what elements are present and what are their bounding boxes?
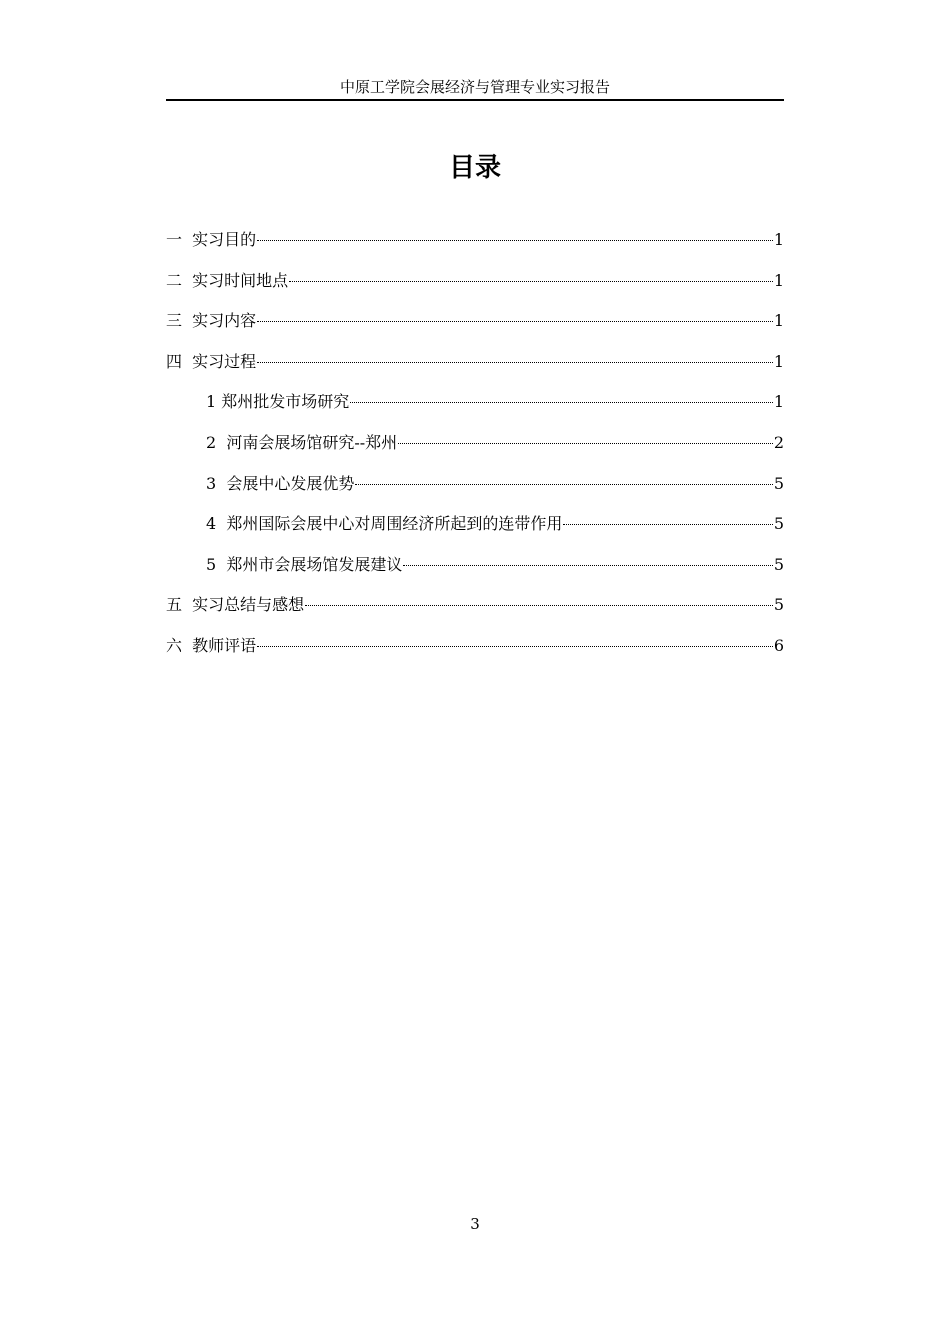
toc-entry-label: 一 实习目的 — [166, 230, 257, 249]
toc-entry[interactable] — [166, 348, 784, 389]
toc-dot-leader — [305, 605, 773, 606]
toc-dot-leader — [350, 402, 773, 403]
toc-entry-label: 五 实习总结与感想 — [166, 595, 305, 615]
toc-entry-page: 1 — [773, 351, 784, 371]
header-rule — [166, 99, 784, 101]
toc-entry-label: 三 实习内容 — [166, 311, 257, 331]
toc-entry-label: 二 实习时间地点 — [166, 270, 289, 290]
toc-dot-leader — [257, 362, 773, 363]
page-title: 目录 — [448, 153, 501, 183]
toc-entry-label: 1 郑州批发市场研究 — [206, 392, 350, 412]
toc-entry-label: 六 教师评语 — [166, 635, 257, 655]
toc-dot-leader — [355, 484, 772, 485]
toc-entry-label: 5 郑州市会展场馆发展建议 — [206, 554, 403, 574]
toc-entry[interactable] — [166, 510, 784, 551]
toc-entry-page: 5 — [773, 473, 784, 493]
toc-dot-leader — [289, 281, 773, 282]
toc-entry[interactable] — [166, 388, 784, 429]
table-of-contents — [166, 226, 784, 673]
toc-entry-page: 5 — [773, 595, 784, 615]
toc-entry-page: 1 — [773, 392, 784, 412]
toc-entry[interactable] — [166, 551, 784, 592]
toc-entry[interactable] — [166, 429, 784, 470]
toc-entry[interactable] — [166, 267, 784, 308]
toc-entry-page: 1 — [773, 230, 784, 249]
toc-entry-label: 2 河南会展场馆研究--郑州 — [206, 432, 398, 452]
toc-entry-page: 5 — [773, 554, 784, 574]
page-number: 3 — [470, 1215, 480, 1233]
toc-entry-page: 2 — [773, 432, 784, 452]
toc-dot-leader — [257, 321, 773, 322]
toc-entry-label: 3 会展中心发展优势 — [206, 473, 355, 493]
toc-entry-label: 四 实习过程 — [166, 351, 257, 371]
toc-entry-page: 6 — [773, 635, 784, 655]
toc-dot-leader — [257, 646, 773, 647]
toc-entry[interactable] — [166, 591, 784, 632]
toc-dot-leader — [398, 443, 773, 444]
toc-entry-page: 5 — [773, 514, 784, 534]
toc-entry[interactable] — [166, 632, 784, 673]
toc-dot-leader — [563, 524, 772, 525]
toc-entry-page: 1 — [773, 311, 784, 331]
toc-entry[interactable] — [166, 226, 784, 267]
toc-entry-label: 4 郑州国际会展中心对周围经济所起到的连带作用 — [206, 514, 563, 534]
running-header: 中原工学院会展经济与管理专业实习报告 — [339, 78, 610, 96]
toc-dot-leader — [403, 565, 772, 566]
toc-dot-leader — [257, 240, 773, 241]
toc-entry-page: 1 — [773, 270, 784, 290]
toc-entry[interactable] — [166, 470, 784, 511]
toc-entry[interactable] — [166, 307, 784, 348]
